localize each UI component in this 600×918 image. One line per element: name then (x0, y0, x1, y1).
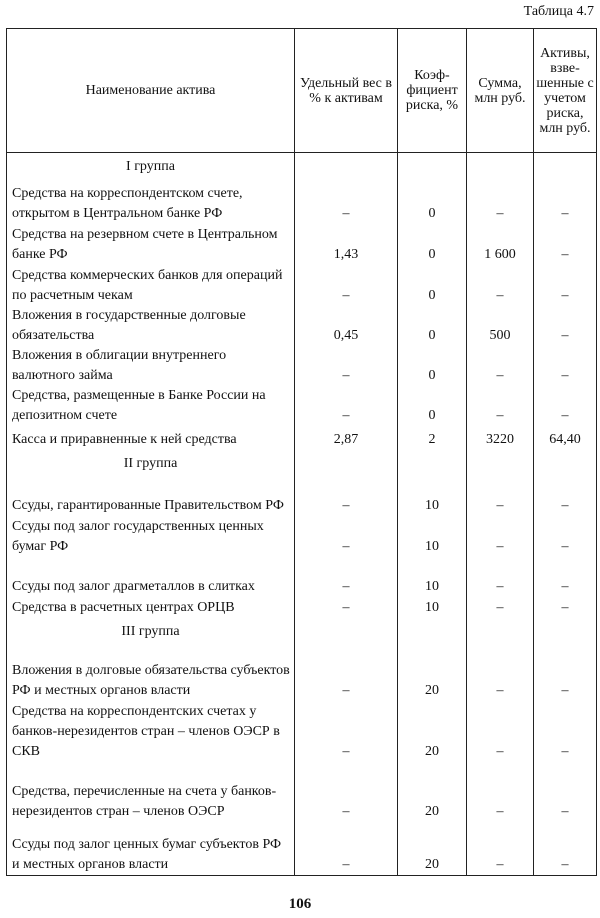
table-row (7, 306, 597, 346)
sum-cell: – (467, 475, 534, 516)
asset-name-cell: Ссуды под залог ценных бумаг субъектов РФ и местных органов власти (7, 822, 295, 876)
risk-coefficient-cell: 10 (398, 597, 467, 618)
table-row (7, 597, 597, 618)
risk-weighted-assets-cell: – (534, 475, 597, 516)
table-row (7, 224, 597, 265)
sum-cell: – (467, 701, 534, 762)
empty-cell (398, 618, 467, 646)
risk-coefficient-cell: 0 (398, 183, 467, 224)
weight-cell: 1,43 (295, 224, 398, 265)
weight-cell: – (295, 386, 398, 426)
risk-weighted-assets-cell: – (534, 557, 597, 597)
risk-coefficient-cell: 20 (398, 822, 467, 876)
asset-name-cell: Вложения в облигации внутреннего валютного займа (7, 346, 295, 386)
empty-cell (295, 450, 398, 475)
sum-cell: – (467, 597, 534, 618)
weight-cell: – (295, 516, 398, 557)
risk-weighted-assets-table (6, 28, 597, 876)
weight-cell: 2,87 (295, 426, 398, 450)
table-row (7, 822, 597, 876)
risk-weighted-assets-cell: – (534, 597, 597, 618)
risk-coefficient-cell: 10 (398, 557, 467, 597)
table-row (7, 516, 597, 557)
table-row (7, 426, 597, 450)
empty-cell (398, 450, 467, 475)
sum-cell: – (467, 346, 534, 386)
group-row (7, 153, 597, 183)
table-row (7, 386, 597, 426)
risk-coefficient-cell: 0 (398, 224, 467, 265)
risk-weighted-assets-cell: – (534, 701, 597, 762)
asset-name-cell: Ссуды под залог государственных ценных бумаг РФ (7, 516, 295, 557)
weight-cell: – (295, 762, 398, 822)
table-row (7, 701, 597, 762)
weight-cell: – (295, 557, 398, 597)
risk-coefficient-cell: 20 (398, 762, 467, 822)
weight-cell: – (295, 646, 398, 701)
risk-coefficient-cell: 10 (398, 516, 467, 557)
header-risk-coefficient: Коэф- фициент риска, % (398, 29, 467, 153)
table-body (7, 153, 597, 876)
empty-cell (467, 618, 534, 646)
table-header (7, 29, 597, 153)
risk-weighted-assets-cell: – (534, 183, 597, 224)
asset-name-cell: Средства коммерческих банков для операций по расчетным чекам (7, 265, 295, 306)
asset-name-cell: Средства на корреспондентском счете, открытом в Центральном банке РФ (7, 183, 295, 224)
table-row (7, 183, 597, 224)
weight-cell: – (295, 822, 398, 876)
sum-cell: – (467, 762, 534, 822)
sum-cell: – (467, 183, 534, 224)
risk-weighted-assets-cell: – (534, 762, 597, 822)
asset-name-cell: Вложения в долговые обязательства субъектов РФ и местных органов власти (7, 646, 295, 701)
risk-weighted-assets-cell: – (534, 346, 597, 386)
empty-cell (534, 618, 597, 646)
sum-cell: – (467, 822, 534, 876)
sum-cell: 3220 (467, 426, 534, 450)
table-row (7, 646, 597, 701)
sum-cell: – (467, 386, 534, 426)
header-risk-weighted-assets: Активы, взве- шенные с учетом риска, млн руб. (534, 29, 597, 153)
weight-cell: – (295, 265, 398, 306)
risk-coefficient-cell: 20 (398, 701, 467, 762)
sum-cell: 1 600 (467, 224, 534, 265)
risk-coefficient-cell: 0 (398, 346, 467, 386)
empty-cell (467, 153, 534, 183)
asset-name-cell: Ссуды, гарантированные Правительством РФ (7, 475, 295, 516)
group-title: II группа (7, 450, 295, 475)
risk-weighted-assets-cell: – (534, 224, 597, 265)
risk-coefficient-cell: 0 (398, 306, 467, 346)
empty-cell (467, 450, 534, 475)
header-asset-name: Наименование актива (7, 29, 295, 153)
risk-coefficient-cell: 0 (398, 386, 467, 426)
group-title: I группа (7, 153, 295, 183)
sum-cell: – (467, 516, 534, 557)
risk-coefficient-cell: 2 (398, 426, 467, 450)
sum-cell: – (467, 646, 534, 701)
asset-name-cell: Средства на корреспондентских счетах у банков-нерезидентов стран – членов ОЭСР в СКВ (7, 701, 295, 762)
risk-weighted-assets-cell: – (534, 386, 597, 426)
risk-coefficient-cell: 20 (398, 646, 467, 701)
header-weight: Удельный вес в % к активам (295, 29, 398, 153)
empty-cell (534, 450, 597, 475)
asset-name-cell: Средства в расчетных центрах ОРЦВ (7, 597, 295, 618)
asset-name-cell: Средства, размещенные в Банке России на депозитном счете (7, 386, 295, 426)
empty-cell (295, 618, 398, 646)
empty-cell (534, 153, 597, 183)
header-sum: Сумма, млн руб. (467, 29, 534, 153)
table-row (7, 475, 597, 516)
asset-name-cell: Касса и приравненные к ней средства (7, 426, 295, 450)
table-row (7, 557, 597, 597)
sum-cell: 500 (467, 306, 534, 346)
table-row (7, 762, 597, 822)
risk-weighted-assets-cell: 64,40 (534, 426, 597, 450)
risk-weighted-assets-cell: – (534, 306, 597, 346)
group-title: III группа (7, 618, 295, 646)
asset-name-cell: Ссуды под залог драгметаллов в слитках (7, 557, 295, 597)
sum-cell: – (467, 557, 534, 597)
weight-cell: – (295, 701, 398, 762)
table-row (7, 346, 597, 386)
risk-weighted-assets-cell: – (534, 646, 597, 701)
risk-coefficient-cell: 0 (398, 265, 467, 306)
weight-cell: – (295, 183, 398, 224)
empty-cell (295, 153, 398, 183)
asset-name-cell: Вложения в государственные долговые обязательства (7, 306, 295, 346)
group-row (7, 450, 597, 475)
risk-weighted-assets-cell: – (534, 516, 597, 557)
weight-cell: 0,45 (295, 306, 398, 346)
empty-cell (398, 153, 467, 183)
sum-cell: – (467, 265, 534, 306)
weight-cell: – (295, 346, 398, 386)
table-caption: Таблица 4.7 (523, 4, 594, 19)
risk-weighted-assets-cell: – (534, 265, 597, 306)
page-number: 106 (288, 896, 312, 912)
asset-name-cell: Средства, перечисленные на счета у банков-нерезидентов стран – членов ОЭСР (7, 762, 295, 822)
asset-name-cell: Средства на резервном счете в Центральном банке РФ (7, 224, 295, 265)
risk-weighted-assets-cell: – (534, 822, 597, 876)
risk-coefficient-cell: 10 (398, 475, 467, 516)
table-row (7, 265, 597, 306)
group-row (7, 618, 597, 646)
weight-cell: – (295, 597, 398, 618)
weight-cell: – (295, 475, 398, 516)
